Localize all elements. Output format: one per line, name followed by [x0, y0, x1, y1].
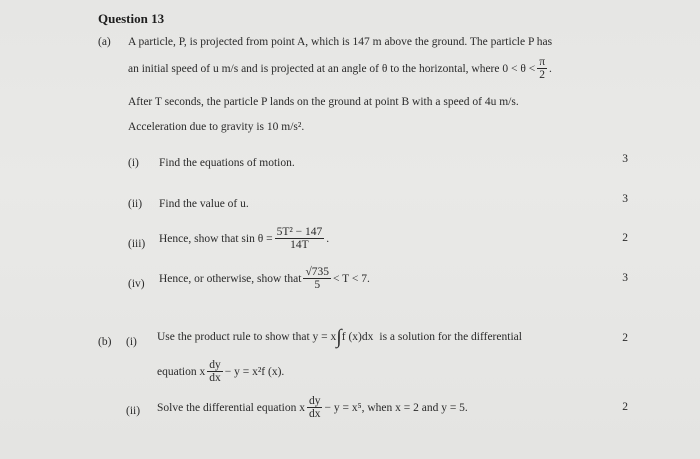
subpart-a-iii-content [159, 226, 329, 251]
subpart-a-i-marks: 3 [622, 153, 628, 165]
fraction-numerator: 5T² − 147 [276, 226, 323, 238]
dy-dx-fraction [207, 359, 223, 384]
fraction-numerator: dy [209, 359, 221, 371]
subpart-b-ii-marks: 2 [622, 401, 628, 413]
subpart-a-iv-content [159, 266, 370, 291]
subpart-b-ii-prefix: Solve the differential equation x [157, 401, 305, 414]
subpart-b-ii-suffix: − y = x⁵, when x = 2 and y = 5. [324, 401, 468, 414]
part-a-line3: After T seconds, the particle P lands on the ground at point B with a speed of 4u m/s. [128, 96, 519, 108]
dy-dx-fraction [307, 395, 323, 420]
part-a-line4: Acceleration due to gravity is 10 m/s². [128, 121, 305, 133]
fraction-numerator: √735 [305, 266, 329, 278]
subpart-a-i-text: Find the equations of motion. [159, 157, 295, 169]
integrand: f (x)dx [341, 331, 374, 343]
integral-sign: ∫ [336, 326, 342, 348]
subpart-b-i-line1 [157, 326, 522, 348]
fraction-denominator: 5 [314, 279, 321, 291]
subpart-b-i-line2-prefix: equation x [157, 365, 206, 378]
subpart-a-iv-prefix: Hence, or otherwise, show that [159, 272, 302, 285]
fraction-denominator: dx [209, 372, 221, 384]
subpart-a-iv-marks: 3 [622, 272, 628, 284]
subpart-a-i-label: (i) [128, 157, 139, 169]
part-a-line1: A particle, P, is projected from point A, which is 147 m above the ground. The particle P has [128, 36, 553, 48]
subpart-a-ii-text: Find the value of u. [159, 198, 249, 210]
subpart-a-iv-label: (iv) [128, 278, 145, 290]
subpart-a-ii-label: (ii) [128, 198, 143, 210]
subpart-b-i-marks: 2 [622, 332, 628, 344]
subpart-b-i-prefix: Use the product rule to show that y = x [157, 331, 337, 343]
part-a-line2-suffix: . [549, 62, 552, 75]
subpart-b-ii-content [157, 395, 468, 420]
subpart-a-iii-label: (iii) [128, 238, 146, 250]
fraction-denominator: 14T [290, 239, 309, 251]
subpart-a-iii-suffix: . [326, 232, 330, 245]
subpart-b-i-line2 [157, 359, 284, 384]
pi-over-two-fraction [537, 56, 547, 81]
subpart-a-iii-marks: 2 [622, 232, 628, 244]
root-735-fraction [303, 266, 331, 291]
subpart-a-ii-marks: 3 [622, 193, 628, 205]
subpart-b-i-label: (i) [126, 336, 137, 348]
sin-theta-fraction [275, 226, 325, 251]
fraction-denominator: 2 [539, 69, 545, 81]
fraction-numerator: dy [308, 395, 321, 407]
part-a-line2-prefix: an initial speed of u m/s and is projected at an angle of θ to the horizontal, where 0 < θ < [128, 62, 536, 75]
fraction-numerator: π [539, 56, 546, 68]
part-b-label: (b) [98, 336, 112, 348]
subpart-a-iii-prefix: Hence, show that sin θ = [159, 232, 273, 245]
subpart-b-i-line2-suffix: − y = x²f (x). [224, 365, 285, 378]
subpart-b-ii-label: (ii) [126, 405, 141, 417]
subpart-b-i-suffix: is a solution for the differential [379, 331, 522, 343]
fraction-denominator: dx [308, 408, 321, 420]
part-a-label: (a) [98, 36, 111, 48]
question-title: Question 13 [98, 11, 165, 26]
part-a-line2 [128, 56, 552, 81]
subpart-a-iv-suffix: < T < 7. [333, 272, 370, 285]
